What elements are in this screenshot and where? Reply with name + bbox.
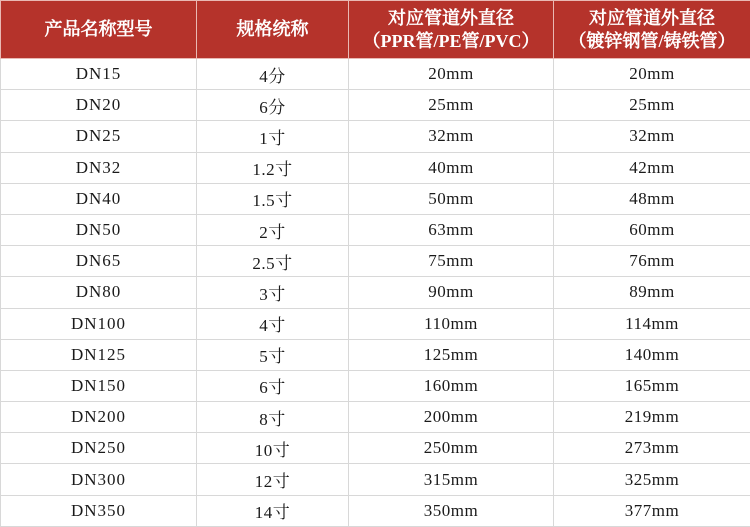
cell-outer-diameter-metal: 165mm (554, 370, 750, 401)
cell-spec-name: 6分 (197, 90, 349, 121)
table-row (1, 121, 750, 152)
cell-outer-diameter-plastic: 350mm (349, 495, 554, 526)
cell-product-model: DN300 (1, 464, 197, 495)
cell-outer-diameter-metal: 273mm (554, 433, 750, 464)
cell-spec-name: 5寸 (197, 339, 349, 370)
cell-outer-diameter-plastic: 25mm (349, 90, 554, 121)
column-header-outer-diameter-metal-line1: 对应管道外直径 (558, 7, 746, 30)
cell-spec-name: 1.5寸 (197, 183, 349, 214)
column-header-product-model (1, 1, 197, 59)
cell-product-model: DN125 (1, 339, 197, 370)
column-header-spec-name-line1: 规格统称 (201, 18, 344, 41)
cell-spec-name: 1寸 (197, 121, 349, 152)
column-header-outer-diameter-plastic-line1: 对应管道外直径 (353, 7, 549, 30)
cell-outer-diameter-metal: 48mm (554, 183, 750, 214)
cell-product-model: DN80 (1, 277, 197, 308)
cell-outer-diameter-metal: 325mm (554, 464, 750, 495)
column-header-outer-diameter-metal-line2: （镀锌钢管/铸铁管） (558, 30, 746, 53)
cell-spec-name: 4寸 (197, 308, 349, 339)
column-header-product-model-line1: 产品名称型号 (5, 18, 192, 41)
cell-outer-diameter-metal: 140mm (554, 339, 750, 370)
cell-product-model: DN20 (1, 90, 197, 121)
table-row (1, 370, 750, 401)
column-header-spec-name (197, 1, 349, 59)
table-row (1, 246, 750, 277)
cell-spec-name: 4分 (197, 59, 349, 90)
cell-outer-diameter-plastic: 160mm (349, 370, 554, 401)
column-header-outer-diameter-plastic (349, 1, 554, 59)
table-row (1, 90, 750, 121)
table-row (1, 495, 750, 526)
cell-outer-diameter-plastic: 75mm (349, 246, 554, 277)
cell-spec-name: 1.2寸 (197, 152, 349, 183)
cell-outer-diameter-metal: 42mm (554, 152, 750, 183)
cell-product-model: DN32 (1, 152, 197, 183)
cell-product-model: DN350 (1, 495, 197, 526)
cell-spec-name: 14寸 (197, 495, 349, 526)
cell-spec-name: 8寸 (197, 402, 349, 433)
cell-outer-diameter-plastic: 200mm (349, 402, 554, 433)
cell-outer-diameter-plastic: 250mm (349, 433, 554, 464)
table-row (1, 59, 750, 90)
table-row (1, 433, 750, 464)
cell-product-model: DN100 (1, 308, 197, 339)
table-header-row (1, 1, 750, 59)
cell-product-model: DN200 (1, 402, 197, 433)
cell-outer-diameter-plastic: 125mm (349, 339, 554, 370)
table-header (1, 1, 750, 59)
cell-product-model: DN25 (1, 121, 197, 152)
cell-outer-diameter-plastic: 315mm (349, 464, 554, 495)
cell-spec-name: 12寸 (197, 464, 349, 495)
cell-outer-diameter-metal: 219mm (554, 402, 750, 433)
cell-outer-diameter-plastic: 20mm (349, 59, 554, 90)
cell-outer-diameter-metal: 89mm (554, 277, 750, 308)
cell-outer-diameter-plastic: 32mm (349, 121, 554, 152)
cell-spec-name: 2.5寸 (197, 246, 349, 277)
cell-product-model: DN15 (1, 59, 197, 90)
cell-product-model: DN250 (1, 433, 197, 464)
table-row (1, 464, 750, 495)
cell-product-model: DN40 (1, 183, 197, 214)
cell-spec-name: 6寸 (197, 370, 349, 401)
cell-outer-diameter-metal: 60mm (554, 214, 750, 245)
cell-outer-diameter-plastic: 90mm (349, 277, 554, 308)
cell-outer-diameter-plastic: 40mm (349, 152, 554, 183)
table-row (1, 214, 750, 245)
cell-spec-name: 3寸 (197, 277, 349, 308)
table-body (1, 59, 750, 527)
table-row (1, 339, 750, 370)
table-row (1, 308, 750, 339)
cell-outer-diameter-metal: 76mm (554, 246, 750, 277)
cell-outer-diameter-metal: 20mm (554, 59, 750, 90)
cell-product-model: DN50 (1, 214, 197, 245)
table-row (1, 277, 750, 308)
cell-outer-diameter-plastic: 63mm (349, 214, 554, 245)
cell-outer-diameter-metal: 114mm (554, 308, 750, 339)
cell-spec-name: 10寸 (197, 433, 349, 464)
table-row (1, 402, 750, 433)
cell-spec-name: 2寸 (197, 214, 349, 245)
column-header-outer-diameter-metal (554, 1, 750, 59)
cell-product-model: DN65 (1, 246, 197, 277)
cell-outer-diameter-plastic: 50mm (349, 183, 554, 214)
cell-outer-diameter-metal: 25mm (554, 90, 750, 121)
cell-product-model: DN150 (1, 370, 197, 401)
cell-outer-diameter-plastic: 110mm (349, 308, 554, 339)
cell-outer-diameter-metal: 377mm (554, 495, 750, 526)
table-row (1, 152, 750, 183)
column-header-outer-diameter-plastic-line2: （PPR管/PE管/PVC） (353, 30, 549, 53)
cell-outer-diameter-metal: 32mm (554, 121, 750, 152)
table-row (1, 183, 750, 214)
